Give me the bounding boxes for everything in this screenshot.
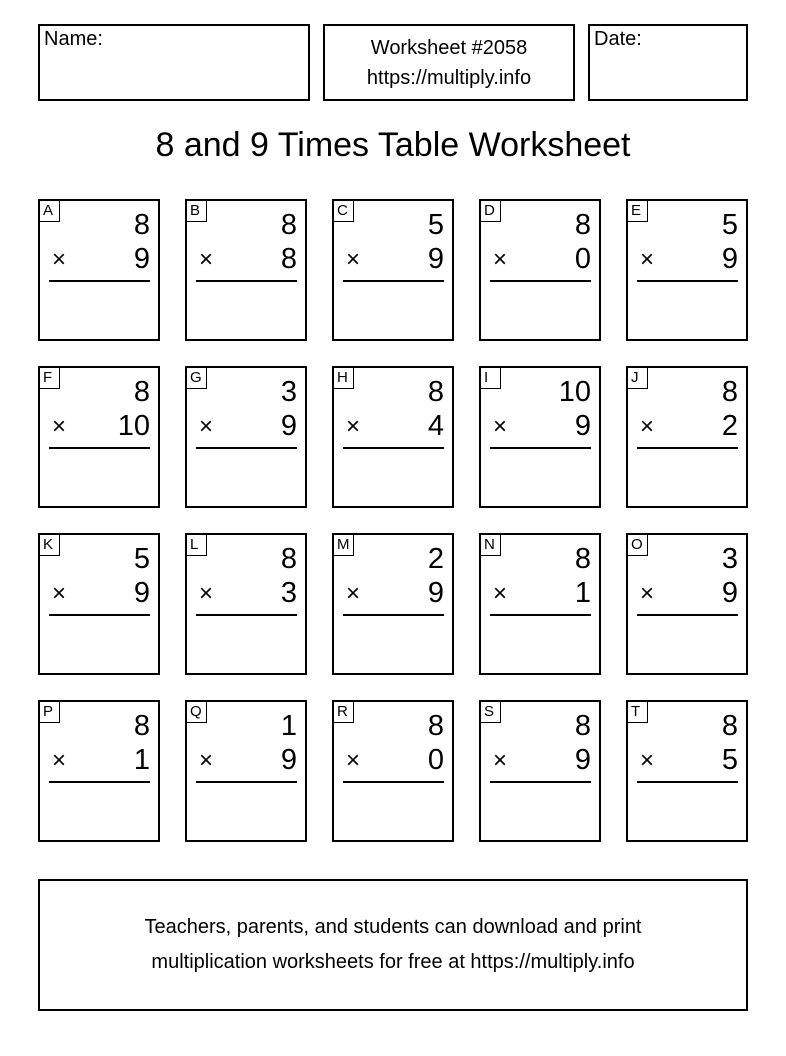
problem-card[interactable]: [332, 700, 454, 842]
multiply-sign: ×: [52, 580, 67, 607]
problem-card[interactable]: [626, 533, 748, 675]
answer-line: [637, 447, 738, 449]
footer-line-1: Teachers, parents, and students can download and print: [144, 916, 642, 938]
problem-multiplier: 9: [427, 243, 444, 275]
problem-letter: E: [627, 200, 648, 222]
problem-letter: T: [627, 701, 648, 723]
multiply-sign: ×: [199, 413, 214, 440]
problem-multiplier: 9: [721, 577, 738, 609]
problem-multiplicand: 8: [574, 209, 591, 241]
problem-letter: D: [480, 200, 501, 222]
problem-letter: S: [480, 701, 501, 723]
answer-line: [196, 614, 297, 616]
problem-multiplier: 9: [427, 577, 444, 609]
problem-card[interactable]: [479, 199, 601, 341]
problem-letter: Q: [186, 701, 207, 723]
problem-multiplier: 9: [721, 243, 738, 275]
problem-multiplicand: 10: [558, 376, 591, 408]
problem-card[interactable]: [185, 533, 307, 675]
problem-multiplier: 8: [280, 243, 297, 275]
name-label: Name:: [44, 28, 103, 50]
multiply-sign: ×: [346, 246, 361, 273]
multiply-sign: ×: [52, 747, 67, 774]
problem-multiplier: 9: [280, 410, 297, 442]
problem-letter: M: [333, 534, 354, 556]
problem-multiplicand: 5: [133, 543, 150, 575]
problem-letter: I: [480, 367, 501, 389]
answer-line: [343, 614, 444, 616]
problem-multiplicand: 8: [133, 209, 150, 241]
footer-note: [38, 879, 748, 1011]
problem-multiplicand: 8: [133, 710, 150, 742]
problem-letter: F: [39, 367, 60, 389]
problem-multiplicand: 3: [280, 376, 297, 408]
problem-multiplier: 9: [133, 577, 150, 609]
answer-line: [343, 447, 444, 449]
problem-multiplicand: 8: [721, 710, 738, 742]
problem-letter: G: [186, 367, 207, 389]
problem-multiplier: 9: [280, 744, 297, 776]
problem-multiplicand: 8: [280, 543, 297, 575]
problem-letter: N: [480, 534, 501, 556]
problem-letter: L: [186, 534, 207, 556]
answer-line: [490, 447, 591, 449]
problem-multiplicand: 8: [427, 710, 444, 742]
multiply-sign: ×: [199, 580, 214, 607]
problem-card[interactable]: [479, 366, 601, 508]
date-field[interactable]: [588, 24, 748, 101]
problem-multiplier: 2: [721, 410, 738, 442]
multiply-sign: ×: [52, 246, 67, 273]
name-field[interactable]: [38, 24, 310, 101]
problem-card[interactable]: [38, 700, 160, 842]
problem-multiplier: 10: [117, 410, 150, 442]
problem-multiplicand: 3: [721, 543, 738, 575]
problem-card[interactable]: [185, 199, 307, 341]
problem-multiplier: 9: [574, 410, 591, 442]
problem-card[interactable]: [626, 700, 748, 842]
problem-multiplier: 3: [280, 577, 297, 609]
problem-multiplier: 1: [574, 577, 591, 609]
multiply-sign: ×: [52, 413, 67, 440]
problem-card[interactable]: [332, 533, 454, 675]
multiply-sign: ×: [346, 747, 361, 774]
problem-multiplicand: 8: [280, 209, 297, 241]
answer-line: [637, 280, 738, 282]
answer-line: [49, 280, 150, 282]
answer-line: [49, 614, 150, 616]
multiply-sign: ×: [199, 246, 214, 273]
problem-card[interactable]: [626, 199, 748, 341]
problem-multiplicand: 5: [721, 209, 738, 241]
problem-multiplier: 9: [133, 243, 150, 275]
multiply-sign: ×: [346, 413, 361, 440]
multiply-sign: ×: [493, 747, 508, 774]
problem-card[interactable]: [38, 366, 160, 508]
footer-line-2: multiplication worksheets for free at https://multiply.info: [151, 951, 635, 973]
problem-card[interactable]: [332, 366, 454, 508]
answer-line: [49, 447, 150, 449]
problem-multiplicand: 8: [427, 376, 444, 408]
problem-card[interactable]: [185, 700, 307, 842]
problem-letter: C: [333, 200, 354, 222]
answer-line: [343, 280, 444, 282]
multiply-sign: ×: [199, 747, 214, 774]
problem-letter: A: [39, 200, 60, 222]
date-label: Date:: [594, 28, 642, 50]
problem-card[interactable]: [479, 533, 601, 675]
answer-line: [490, 280, 591, 282]
multiply-sign: ×: [346, 580, 361, 607]
problem-letter: P: [39, 701, 60, 723]
multiply-sign: ×: [493, 413, 508, 440]
multiply-sign: ×: [493, 246, 508, 273]
worksheet-url: https://multiply.info: [366, 66, 532, 89]
page-title: 8 and 9 Times Table Worksheet: [155, 126, 631, 164]
answer-line: [637, 781, 738, 783]
problem-letter: H: [333, 367, 354, 389]
answer-line: [637, 614, 738, 616]
answer-line: [490, 614, 591, 616]
problem-multiplicand: 8: [574, 543, 591, 575]
answer-line: [343, 781, 444, 783]
problem-letter: B: [186, 200, 207, 222]
multiply-sign: ×: [640, 246, 655, 273]
answer-line: [49, 781, 150, 783]
multiply-sign: ×: [640, 747, 655, 774]
problem-multiplier: 1: [133, 744, 150, 776]
problem-letter: K: [39, 534, 60, 556]
problem-card[interactable]: [479, 700, 601, 842]
multiply-sign: ×: [493, 580, 508, 607]
answer-line: [196, 280, 297, 282]
problem-multiplicand: 8: [133, 376, 150, 408]
problem-letter: R: [333, 701, 354, 723]
problem-multiplicand: 1: [280, 710, 297, 742]
problem-card[interactable]: [38, 199, 160, 341]
problem-letter: J: [627, 367, 648, 389]
problem-multiplicand: 5: [427, 209, 444, 241]
answer-line: [196, 447, 297, 449]
problem-multiplier: 5: [721, 744, 738, 776]
problem-multiplicand: 8: [721, 376, 738, 408]
problem-multiplier: 0: [427, 744, 444, 776]
problem-multiplier: 0: [574, 243, 591, 275]
problem-multiplier: 9: [574, 744, 591, 776]
problem-card[interactable]: [332, 199, 454, 341]
problem-card[interactable]: [185, 366, 307, 508]
problem-multiplicand: 8: [574, 710, 591, 742]
problem-card[interactable]: [38, 533, 160, 675]
answer-line: [196, 781, 297, 783]
problem-letter: O: [627, 534, 648, 556]
problem-multiplier: 4: [427, 410, 444, 442]
problem-multiplicand: 2: [427, 543, 444, 575]
worksheet-number: Worksheet #2058: [370, 36, 528, 59]
worksheet-info-box: [323, 24, 575, 101]
multiply-sign: ×: [640, 580, 655, 607]
answer-line: [490, 781, 591, 783]
multiply-sign: ×: [640, 413, 655, 440]
problem-card[interactable]: [626, 366, 748, 508]
